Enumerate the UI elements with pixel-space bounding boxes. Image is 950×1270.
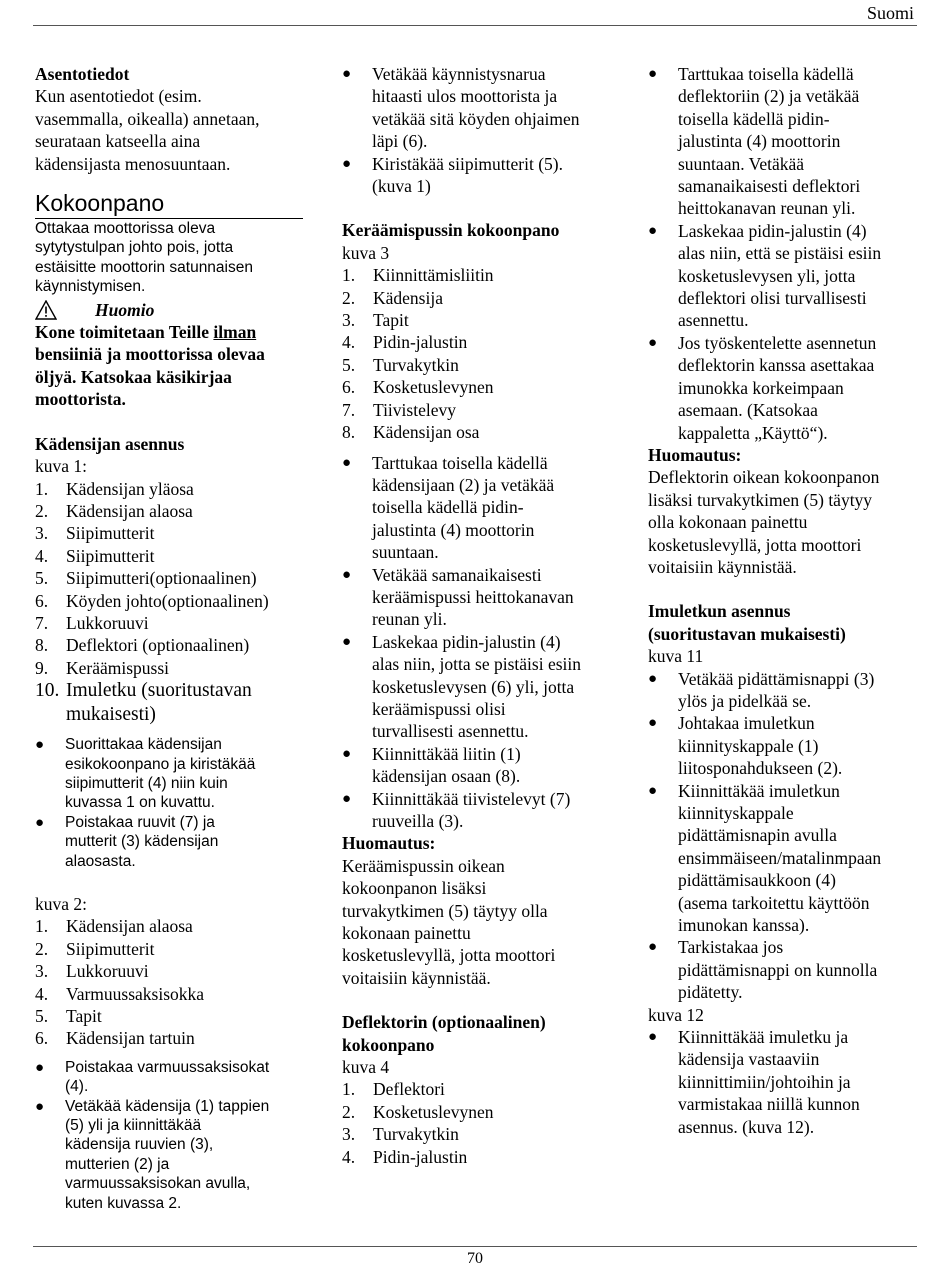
bullet-text: Poistakaa ruuvit (7) ja mutterit (3) kädensijan alaosasta. — [65, 813, 219, 870]
bullet-item — [648, 712, 923, 779]
list-number: 1. — [342, 1079, 356, 1100]
list-text: Kädensijan alaosa — [66, 500, 193, 521]
text-line: kosketuslevyllä, jotta moottori — [648, 534, 862, 555]
parts-list-kuva1 — [35, 478, 310, 728]
kokoonpano-paragraph — [35, 219, 310, 297]
bullet-dot-icon: ● — [342, 454, 352, 471]
bullet-dot-icon: ● — [648, 222, 658, 239]
huomio-label: Huomio — [95, 299, 155, 320]
list-number: 2. — [342, 287, 356, 308]
list-text: Varmuussaksisokka — [66, 983, 205, 1004]
bullet-item — [648, 1026, 923, 1138]
list-number: 7. — [35, 612, 49, 633]
list-number: 4. — [35, 983, 49, 1004]
section-title-deflektori — [342, 1011, 617, 1056]
bullet-text: Kiinnittäkää liitin (1) kädensijan osaan (8). — [372, 743, 521, 787]
column-1 — [35, 63, 310, 1213]
bullet-text: Vetäkää pidättämisnappi (3) ylös ja pidelkää se. — [678, 668, 875, 711]
bullet-text: Vetäkää käynnistysnarua hitaasti ulos moottorista ja vetäkää sitä köyden ohjaimen läpi (6). — [372, 64, 580, 152]
bullet-item — [342, 63, 617, 153]
header-rule — [33, 25, 917, 26]
text-line: kosketuslevyllä, jotta moottori — [342, 945, 556, 966]
bullet-item — [648, 63, 923, 220]
list-number: 2. — [35, 938, 49, 959]
text-line: Deflektorin oikean kokoonpanon — [648, 467, 880, 488]
text-line: kädensijasta menosuuntaan. — [35, 153, 231, 174]
bullet-dot-icon: ● — [648, 715, 658, 732]
bullet-dot-icon: ● — [342, 66, 352, 82]
bullet-text: Jos työskentelette asennetun deflektorin kanssa asettakaa imunokka korkeimpaan asemaan. (Katsokaa kappaletta „Käyttö“). — [678, 332, 877, 443]
text-line: seurataan katseella aina — [35, 131, 201, 152]
list-number: 8. — [342, 422, 356, 443]
list-item — [35, 1005, 310, 1027]
list-item — [35, 500, 310, 522]
bullet-item — [342, 743, 617, 788]
text-line: moottorista. — [35, 389, 126, 410]
bullet-text: Kiristäkää siipimutterit (5). (kuva 1) — [372, 153, 563, 197]
list-item — [35, 983, 310, 1005]
list-text: Kosketuslevynen — [373, 377, 494, 398]
bullet-item — [35, 735, 310, 813]
bullet-dot-icon: ● — [35, 1097, 45, 1115]
bullet-item — [35, 1058, 310, 1097]
bullet-item — [342, 153, 617, 198]
list-text: Köyden johto(optionaalinen) — [66, 590, 269, 611]
list-number: 6. — [35, 1028, 49, 1049]
list-item — [35, 915, 310, 937]
list-text: Kosketuslevynen — [373, 1101, 494, 1122]
list-item — [342, 1101, 617, 1123]
text-line: (suoritustavan mukaisesti) — [648, 623, 846, 644]
list-number: 3. — [342, 1124, 356, 1145]
bullet-item — [342, 452, 617, 564]
text-line: Deflektorin (optionaalinen) — [342, 1012, 546, 1033]
bullet-text: Laskekaa pidin-jalustin (4) alas niin, jotta se pistäisi esiin kosketuslevysen (6) yli, jotta keräämispussi olisi turvallisesti asennettu. — [372, 631, 582, 742]
bullet-item — [648, 332, 923, 444]
list-item — [35, 590, 310, 612]
list-text: Siipimutterit — [66, 545, 155, 566]
bullet-dot-icon: ● — [35, 736, 45, 754]
bullet-text: Poistakaa varmuussaksisokat (4). — [65, 1058, 270, 1096]
bullet-dot-icon: ● — [648, 782, 658, 799]
bullet-dot-icon: ● — [342, 566, 352, 583]
list-number: 3. — [35, 961, 49, 982]
list-item — [342, 421, 617, 443]
list-number: 9. — [35, 657, 49, 678]
huomautus-label-col2: Huomautus: — [342, 833, 436, 854]
bullet-text: Tarkistakaa jos pidättämisnappi on kunnolla pidätetty. — [678, 937, 878, 1003]
parts-list-kuva3 — [342, 264, 617, 443]
list-number: 10. — [35, 680, 60, 702]
list-text: Kiinnittämisliitin — [373, 265, 494, 286]
list-text: Siipimutteri(optionaalinen) — [66, 568, 257, 589]
list-text: Tiivistelevy — [373, 399, 456, 420]
list-number: 5. — [342, 354, 356, 375]
list-text: Deflektori (optionaalinen) — [66, 635, 250, 656]
huomautus-text-col2 — [342, 855, 617, 989]
kone-warning-text — [35, 321, 310, 411]
list-text: Kädensijan osa — [373, 422, 480, 443]
kuva11-label: kuva 11 — [648, 646, 704, 667]
list-text: Pidin-jalustin — [373, 1146, 468, 1167]
list-number: 2. — [35, 500, 49, 521]
list-number: 7. — [342, 399, 356, 420]
asento-paragraph — [35, 85, 310, 175]
text-line: voitaisiin käynnistää. — [342, 967, 491, 988]
list-text: Kädensija — [373, 287, 443, 308]
list-text: Kädensijan tartuin — [66, 1028, 195, 1049]
kuva3-label: kuva 3 — [342, 242, 390, 263]
list-number: 5. — [35, 568, 49, 589]
column-3 — [648, 63, 923, 1138]
bullets-kadensija-2 — [35, 1058, 310, 1213]
list-number: 3. — [342, 310, 356, 331]
bullet-dot-icon: ● — [648, 1029, 658, 1046]
bullet-text: Kiinnittäkää imuletkun kiinnityskappale pidättämisnapin avulla ensimmäiseen/matalinmpaan pidättämisaukkoon (4) (asema tarkoitettu käyttöön imunokan kanssa). — [678, 780, 882, 936]
huomautus-text-col3 — [648, 466, 923, 578]
bullet-text: Kiinnittäkää imuletku ja kädensija vastaaviin kiinnittimiin/johtoihin ja varmistakaa niillä kunnon asennus. (kuva 12). — [678, 1027, 860, 1137]
text-line: Keräämispussin oikean — [342, 855, 505, 876]
list-text: Pidin-jalustin — [373, 332, 468, 353]
list-text: Kädensijan alaosa — [66, 916, 193, 937]
text-line: Ottakaa moottorissa oleva — [35, 220, 216, 238]
text-line: estäisitte moottorin satunnaisen — [35, 258, 253, 276]
bullet-item — [35, 813, 310, 871]
bullet-dot-icon: ● — [342, 790, 352, 807]
text-line: kokoonpanon lisäksi — [342, 878, 487, 899]
text-line: Imuletkun asennus — [648, 601, 791, 622]
bullet-text: Vetäkää samanaikaisesti keräämispussi heittokanavan reunan yli. — [372, 564, 574, 630]
list-number: 4. — [342, 1146, 356, 1167]
list-item — [35, 478, 310, 500]
list-item — [342, 376, 617, 398]
text-line: voitaisiin käynnistää. — [648, 556, 797, 577]
bullet-text: Tarttukaa toisella kädellä deflektoriin (2) ja vetäkää toisella kädellä pidin- jalustinta (4) moottorin suuntaan. Vetäkää samanaikaisesti deflektori heittokanavan reunan yli. — [678, 64, 861, 219]
list-number: 1. — [35, 916, 49, 937]
bullet-dot-icon: ● — [648, 670, 658, 687]
list-number: 1. — [342, 265, 356, 286]
list-item — [342, 1123, 617, 1145]
bullet-dot-icon: ● — [342, 633, 352, 650]
list-text: Keräämispussi — [66, 657, 170, 678]
page-number: 70 — [467, 1250, 483, 1267]
list-number: 1. — [35, 478, 49, 499]
list-item — [35, 634, 310, 656]
text-line: sytytystulpan johto pois, jotta — [35, 239, 234, 257]
bullet-item — [35, 1097, 310, 1213]
text-line: vasemmalla, oikealla) annetaan, — [35, 108, 260, 129]
list-number: 3. — [35, 523, 49, 544]
bullet-text: Johtakaa imuletkun kiinnityskappale (1) liitosponahdukseen (2). — [678, 713, 843, 779]
text-line: käynnistymisen. — [35, 278, 146, 296]
list-item — [35, 567, 310, 589]
list-text: Turvakytkin — [373, 1124, 459, 1145]
parts-list-kuva4 — [342, 1078, 617, 1168]
kuva1-label: kuva 1: — [35, 456, 88, 477]
bullet-item — [648, 220, 923, 332]
kone-text-start: Kone toimitetaan Teille — [35, 322, 214, 343]
list-item — [342, 1146, 617, 1168]
bullet-text: Laskekaa pidin-jalustin (4) alas niin, että se pistäisi esiin kosketuslevysen yli, jotta deflektori olisi turvallisesti asennettu. — [678, 220, 882, 331]
list-number: 5. — [35, 1006, 49, 1027]
bullets-kaynnistys — [342, 63, 617, 197]
huomio-warning — [35, 299, 310, 321]
list-text: Turvakytkin — [373, 354, 459, 375]
warning-icon — [35, 300, 57, 320]
kuva12-label: kuva 12 — [648, 1004, 704, 1025]
bullet-text: Tarttukaa toisella kädellä kädensijaan (2) ja vetäkää toisella kädellä pidin- jalustinta (4) moottorin suuntaan. — [372, 452, 555, 563]
list-item — [35, 545, 310, 567]
bullet-dot-icon: ● — [342, 155, 352, 172]
text-line: kokoonpano — [342, 1034, 435, 1055]
text-line: Kun asentotiedot (esim. — [35, 86, 202, 107]
heading-kokoonpano: Kokoonpano — [35, 189, 303, 219]
section-title-kadensija: Kädensijan asennus — [35, 433, 185, 454]
list-item — [35, 938, 310, 960]
list-text: Deflektori — [373, 1079, 445, 1100]
column-2 — [342, 63, 617, 1168]
bullet-dot-icon: ● — [35, 813, 45, 831]
list-item — [342, 354, 617, 376]
list-item — [342, 399, 617, 421]
list-text: Imuletku (suoritustavan mukaisesti) — [66, 680, 252, 726]
bullets-imuletku — [648, 668, 923, 1004]
bullets-kadensija-1 — [35, 735, 310, 871]
list-text: Tapit — [373, 310, 409, 331]
bullet-text: Suorittakaa kädensijan esikokoonpano ja kiristäkää siipimutterit (4) niin kuin kuvassa 1 on kuvattu. — [65, 736, 256, 812]
list-text: Lukkoruuvi — [66, 612, 149, 633]
bullet-item — [648, 668, 923, 713]
list-number: 6. — [342, 377, 356, 398]
bullet-item — [342, 564, 617, 631]
list-item — [342, 264, 617, 286]
footer-rule — [33, 1246, 917, 1247]
list-number: 6. — [35, 590, 49, 611]
list-item — [342, 287, 617, 309]
bullet-dot-icon: ● — [342, 745, 352, 762]
list-text: Siipimutterit — [66, 938, 155, 959]
parts-list-kuva2 — [35, 915, 310, 1049]
bullets-deflektori — [648, 63, 923, 444]
text-line: olla kokonaan painettu — [648, 512, 808, 533]
list-item — [35, 657, 310, 679]
kone-text-rest — [35, 343, 310, 410]
text-line: kokonaan painettu — [342, 923, 471, 944]
bullet-dot-icon: ● — [648, 66, 658, 82]
bullets-kuva12 — [648, 1026, 923, 1138]
bullet-text: Vetäkää kädensija (1) tappien (5) yli ja kiinnittäkää kädensija ruuvien (3), mutterien (2) ja varmuussaksisokan avulla, kuten kuvassa 2. — [65, 1097, 270, 1212]
list-item — [342, 309, 617, 331]
header-language: Suomi — [866, 3, 914, 23]
text-line: öljyä. Katsokaa käsikirjaa — [35, 366, 232, 387]
list-text: Tapit — [66, 1006, 102, 1027]
section-title-asentotiedot: Asentotiedot — [35, 64, 130, 84]
section-title-imuletku — [648, 600, 923, 645]
list-item — [342, 331, 617, 353]
list-item — [35, 679, 310, 727]
bullet-dot-icon: ● — [648, 939, 658, 956]
bullet-item — [342, 788, 617, 833]
kuva4-label: kuva 4 — [342, 1057, 390, 1078]
list-text: Kädensijan yläosa — [66, 478, 194, 499]
text-line: turvakytkimen (5) täytyy olla — [342, 900, 548, 921]
list-number: 4. — [35, 545, 49, 566]
list-text: Lukkoruuvi — [66, 961, 149, 982]
bullet-text: Kiinnittäkää tiivistelevyt (7) ruuveilla (3). — [372, 788, 571, 831]
text-line: lisäksi turvakytkimen (5) täytyy — [648, 489, 873, 510]
list-number: 2. — [342, 1101, 356, 1122]
huomautus-label-col3: Huomautus: — [648, 444, 742, 465]
list-item — [35, 1027, 310, 1049]
list-item — [35, 522, 310, 544]
bullet-dot-icon: ● — [648, 334, 658, 351]
list-text: Siipimutterit — [66, 523, 155, 544]
list-item — [35, 612, 310, 634]
kuva2-label: kuva 2: — [35, 894, 88, 914]
section-title-keraamispussi: Keräämispussin kokoonpano — [342, 220, 560, 241]
list-item — [342, 1078, 617, 1100]
text-line: bensiiniä ja moottorissa olevaa — [35, 344, 265, 365]
bullet-dot-icon: ● — [35, 1058, 45, 1076]
kone-ilman: ilman — [213, 322, 257, 343]
bullets-keraamispussi — [342, 452, 617, 833]
bullet-item — [648, 780, 923, 937]
list-number: 8. — [35, 635, 49, 656]
bullet-item — [648, 936, 923, 1003]
bullet-item — [342, 631, 617, 743]
list-item — [35, 960, 310, 982]
list-number: 4. — [342, 332, 356, 353]
